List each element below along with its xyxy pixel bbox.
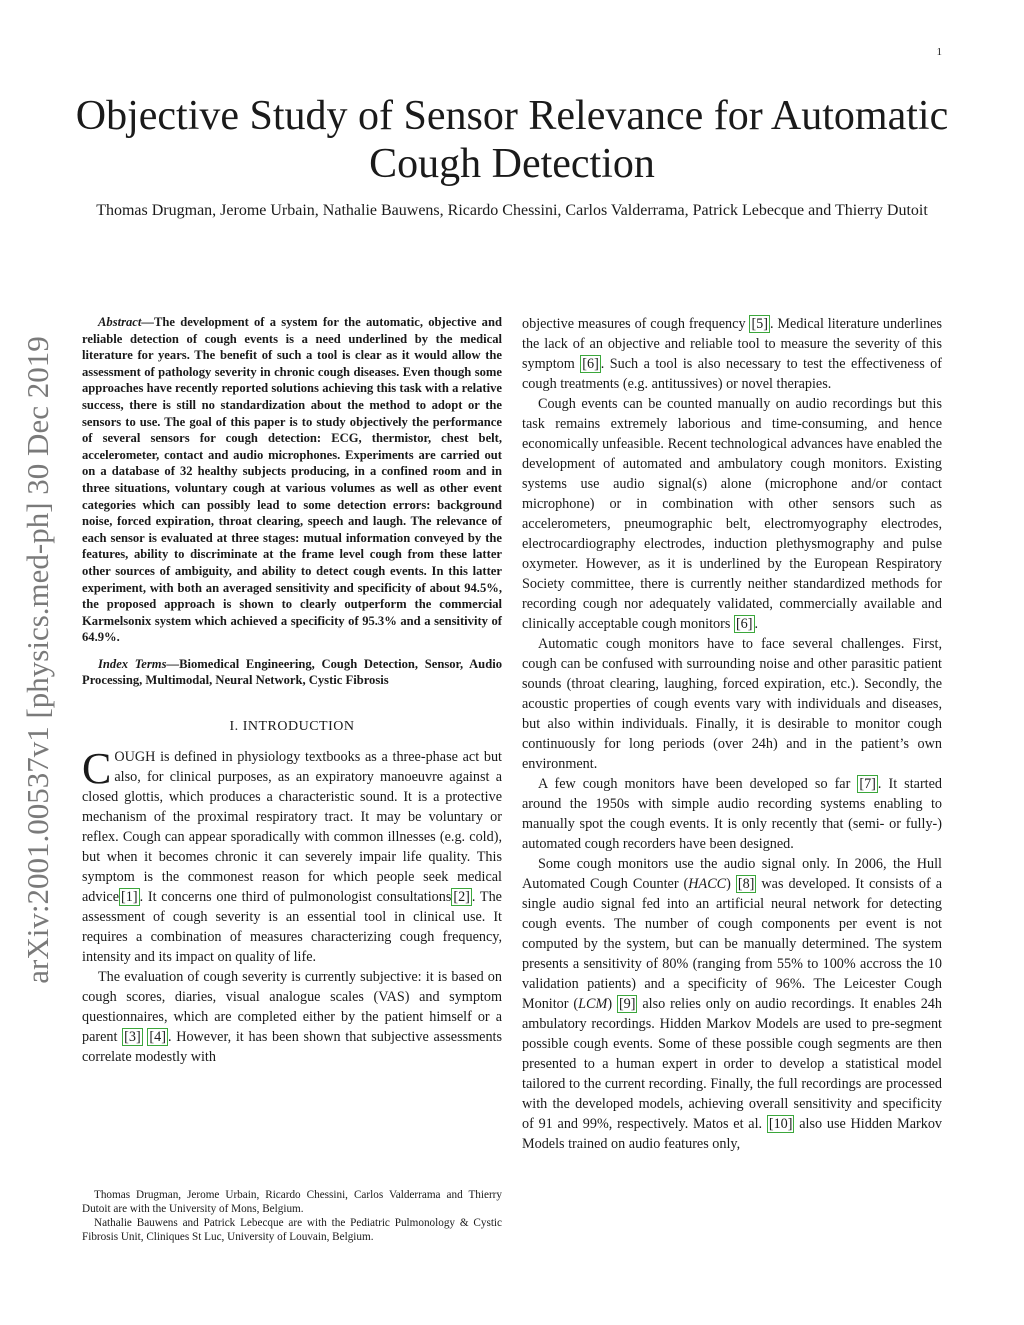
r5-text-d: ) — [607, 996, 617, 1012]
intro-paragraph-1 — [82, 744, 502, 967]
citation-link[interactable]: [9] — [618, 996, 636, 1012]
section-title-rest: NTRODUCTION — [247, 719, 355, 735]
author-list: Thomas Drugman, Jerome Urbain, Nathalie Bauwens, Ricardo Chessini, Carlos Valderrama, Patrick Lebecque and Thierry Dutoit — [96, 202, 928, 219]
r4-text-a: A few cough monitors have been developed so far — [538, 776, 858, 792]
r2-text-b: . — [754, 616, 759, 632]
intro-p1-text-b: . It concerns one third of pulmonologist consultations — [139, 889, 452, 906]
section-heading-introduction — [82, 717, 502, 737]
right-paragraph-5 — [522, 854, 942, 1154]
page-number: 1 — [936, 46, 942, 58]
paper-title: Objective Study of Sensor Relevance for Automatic Cough Detection — [75, 93, 949, 187]
citation-link[interactable]: [4] — [149, 1029, 166, 1046]
right-paragraph-2 — [522, 394, 942, 634]
index-terms-label: Index Terms— — [98, 656, 180, 671]
math-hacc: HACC — [688, 876, 727, 892]
r5-text-f: also use Hidden Markov Models trained on audio features only, — [522, 1116, 943, 1152]
r2-text-a: Cough events can be counted manually on audio recordings but this task remains extremely laborious and time-consuming, and hence economically unfeasible. Recent technological advances have enabled the development of automated and ambulatory cough monitors. Existing systems use audio signal(s) alone (microphone and/or contact microphone) or in combination with other sensors such as accelerometers, pneumographic belt, electromyography electrodes, electrocardiography electrodes, induction plethysmography and pulse oxymeter. However, as it is underlined by the European Respiratory Society committee, there is currently neither standardized methods for recording cough nor adequately validated, commercially available and clinically acceptable cough monitors — [522, 396, 942, 632]
abstract-text: The development of a system for the automatic, objective and reliable detection of cough events is a need underlined by the medical literature for years. The benefit of such a tool is clear as it would allow the assessment of pathology severity in chronic cough diseases. Even though some approaches have recently reported solutions achieving this task with a relative success, there is still no standardization about the method to adopt or the sensors to use. The goal of this paper is to study objectively the performance of several sensors for cough detection: ECG, thermistor, chest belt, accelerometer, contact and audio microphones. Experiments are carried out on a database of 32 healthy subjects producing, in a confined room and in three situations, voluntary cough at various volumes as well as other event categories which can possibly lead to some detection errors: background noise, forced expiration, throat clearing, speech and laugh. The relevance of each sensor is evaluated at three stages: mutual information conveyed by the features, ability to discriminate at the frame level cough from these latter other sources of ambiguity, and ability to detect cough events. In this latter experiment, with both an averaged sensitivity and specificity of about 94.5%, the proposed approach is shown to clearly outperform the commercial Karmelsonix system which achieved a specificity of 95.3% and a sensitivity of 64.9%. — [82, 315, 502, 645]
left-column — [82, 314, 502, 1067]
index-terms-text: Biomedical Engineering, Cough Detection, Sensor, Audio Processing, Multimodal, Neural Network, Cystic Fibrosis — [82, 656, 502, 688]
drop-cap: C — [82, 744, 112, 794]
math-lcm: LCM — [578, 996, 608, 1012]
right-paragraph-3: Automatic cough monitors have to face several challenges. First, cough can be confused with surrounding noise and other parasitic patient sounds (throat clearing, laughing, forced expiration, etc.). Secondly, the acoustic properties of cough events vary with individuals and diseases, but also within individuals. Finally, it is desirable to monitor cough continuously for long periods (over 24h) and in the patient’s own environment. — [522, 636, 942, 772]
abstract-label: Abstract— — [98, 315, 154, 329]
citation-link[interactable]: [1] — [121, 889, 138, 906]
citation-link[interactable]: [6] — [735, 616, 753, 632]
index-terms — [82, 656, 502, 689]
r1-text-c: . Such a tool is also necessary to test the effectiveness of cough treatments (e.g. antitussives) or novel therapies. — [522, 356, 942, 392]
intro-p2-text-b: . However, it has been shown that subjective assessments correlate modestly with — [82, 1029, 503, 1066]
r1-text-b: . Medical literature underlines the lack of an objective and reliable tool to measure the severity of this symptom — [522, 316, 942, 372]
footnote: Nathalie Bauwens and Patrick Lebecque are with the Pediatric Pulmonology & Cystic Fibrosis Unit, Cliniques St Luc, University of Louvain, Belgium. — [82, 1217, 502, 1243]
section-number: I. — [229, 719, 243, 735]
citation-link[interactable]: [6] — [582, 356, 599, 372]
r5-text-c: was developed. It consists of a single audio signal fed into an artificial neural network for detecting cough events. The number of cough components per event is not computed by the system, but can be manually determined. The system presents a sensitivity of 80% (ranging from 55% to 100% accross the 10 validation patients) and a specificity of 96%. The Leicester Cough Monitor ( — [522, 876, 942, 1012]
r4-text-b: . It started around the 1950s with simple audio recording systems enabling to manually spot the cough events. It is only recently that (semi- or fully-) automated cough recorders have been designed. — [522, 776, 942, 852]
citation-link[interactable]: [5] — [751, 316, 768, 332]
footnote: Thomas Drugman, Jerome Urbain, Ricardo Chessini, Carlos Valderrama and Thierry Dutoit are with the University of Mons, Belgium. — [82, 1189, 502, 1215]
r5-text-e: also relies only on audio recordings. It enables 24h ambulatory recordings. Hidden Markov Models are used to pre-segment possible cough events. Some of these possible cough segments are then presented to a human expert in order to develop a statistical model tailored to the current recording. Finally, the full recordings are processed with the developed models, achieving overall sensitivity and specificity of 91 and 99%, respectively. Matos et al. — [522, 996, 942, 1132]
right-paragraph-4 — [522, 774, 942, 854]
r5-text-a: Some cough monitors use the audio signal only. In 2006, the Hull Automated Cough Counter ( — [522, 856, 942, 892]
citation-link[interactable]: [2] — [453, 889, 470, 906]
arxiv-watermark: arXiv:2001.00537v1 [physics.med-ph] 30 Dec 2019 — [20, 336, 55, 984]
intro-p1-text-c: . The assessment of cough severity is an essential tool in clinical use. It requires a combination of measures characterizing cough frequency, intensity and its impact on quality of life. — [82, 889, 502, 966]
citation-link[interactable]: [8] — [737, 876, 755, 892]
intro-paragraph-2 — [82, 967, 502, 1067]
section-title-initial: I — [242, 719, 248, 735]
r1-text-a: objective measures of cough frequency — [522, 316, 750, 332]
r5-text-b: ) — [726, 876, 736, 892]
abstract — [82, 314, 502, 646]
right-paragraph-1 — [522, 314, 942, 394]
intro-p1-text-a: OUGH is defined in physiology textbooks as a three-phase act but also, for clinical purposes, as an expiratory manoeuvre against a closed glottis, which produces a characteristic sound. It is a protective mechanism of the proximal respiratory tract. It may be voluntary or reflex. Cough can appear sporadically with common illnesses (e.g. cold), but when it becomes chronic it can severely impair life quality. This symptom is the commonest reason for which people seek medical advice — [82, 749, 502, 906]
citation-link[interactable]: [7] — [859, 776, 876, 792]
right-column — [522, 314, 942, 1154]
citation-link[interactable]: [10] — [768, 1116, 793, 1132]
footnotes — [82, 1188, 502, 1244]
intro-p2-text-a: The evaluation of cough severity is currently subjective: it is based on cough scores, diaries, visual analogue scales (VAS) and symptom questionnaires, which are completed either by the patient himself or a parent — [82, 969, 502, 1046]
citation-link[interactable]: [3] — [124, 1029, 141, 1046]
